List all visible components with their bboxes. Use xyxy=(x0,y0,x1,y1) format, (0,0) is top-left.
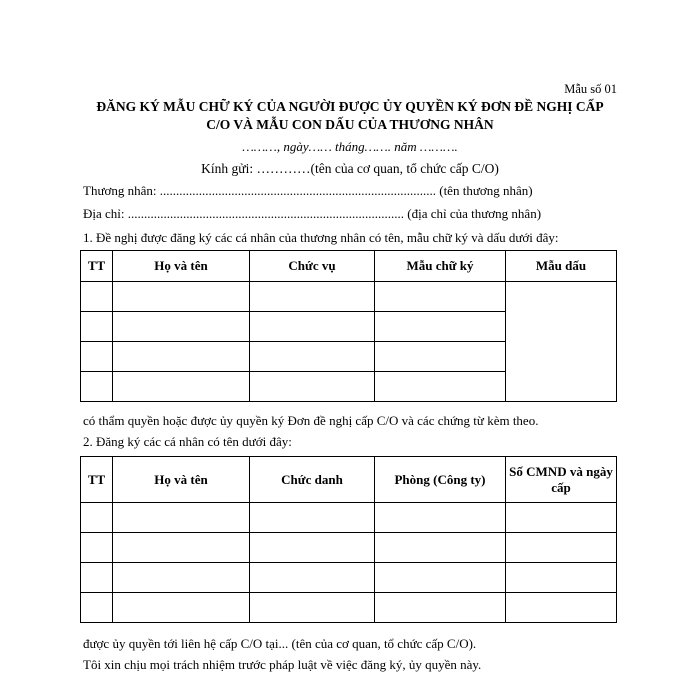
table-cell xyxy=(375,533,506,563)
table-cell xyxy=(250,372,375,402)
column-header: TT xyxy=(81,457,113,503)
table-cell xyxy=(81,372,113,402)
table-cell xyxy=(81,282,113,312)
document-title-line-1: ĐĂNG KÝ MẪU CHỮ KÝ CỦA NGƯỜI ĐƯỢC ỦY QUYỀN KÝ ĐƠN ĐỀ NGHỊ CẤP xyxy=(96,99,604,114)
table-cell xyxy=(113,563,250,593)
table-cell xyxy=(81,342,113,372)
table-cell xyxy=(250,593,375,623)
table-cell xyxy=(375,593,506,623)
table-cell xyxy=(250,533,375,563)
section-2-heading: 2. Đăng ký các cá nhân có tên dưới đây: xyxy=(83,434,292,449)
table-row xyxy=(81,563,617,593)
column-header: Phòng (Công ty) xyxy=(375,457,506,503)
column-header: Mẫu dấu xyxy=(506,251,617,282)
table-row xyxy=(81,282,617,312)
table-cell xyxy=(375,282,506,312)
table-row xyxy=(81,593,617,623)
table-cell xyxy=(81,593,113,623)
table-cell xyxy=(375,503,506,533)
table-cell xyxy=(113,342,250,372)
column-header: Số CMND và ngày cấp xyxy=(506,457,617,503)
merchant-field: Thương nhân: ..................................................................................... (tên thương nhân) xyxy=(83,183,533,198)
table-header-row xyxy=(81,457,617,503)
table-cell xyxy=(113,593,250,623)
table-cell xyxy=(81,503,113,533)
responsibility-statement: Tôi xin chịu mọi trách nhiệm trước pháp luật về việc đăng ký, ủy quyền này. xyxy=(83,657,482,672)
table-cell xyxy=(113,503,250,533)
table-cell xyxy=(375,563,506,593)
table-cell xyxy=(506,533,617,563)
table-row xyxy=(81,503,617,533)
signature-registration-table xyxy=(80,250,617,402)
table-cell xyxy=(113,533,250,563)
section-1-heading: 1. Đề nghị được đăng ký các cá nhân của thương nhân có tên, mẫu chữ ký và dấu dưới đây: xyxy=(83,230,559,245)
column-header: Mẫu chữ ký xyxy=(375,251,506,282)
table-cell xyxy=(81,563,113,593)
column-header: TT xyxy=(81,251,113,282)
section-2-note: được ủy quyền tới liên hệ cấp C/O tại... (tên của cơ quan, tổ chức cấp C/O). xyxy=(83,636,477,651)
recipient-line: Kính gửi: …………(tên của cơ quan, tổ chức cấp C/O) xyxy=(201,161,499,176)
table-row xyxy=(81,533,617,563)
column-header: Chức danh xyxy=(250,457,375,503)
table-cell xyxy=(81,533,113,563)
column-header: Chức vụ xyxy=(250,251,375,282)
table-cell xyxy=(113,312,250,342)
column-header: Họ và tên xyxy=(113,251,250,282)
table-cell xyxy=(375,312,506,342)
table-cell xyxy=(250,282,375,312)
address-field: Địa chỉ: ..................................................................................... (địa chỉ của thương nhân) xyxy=(83,206,542,221)
column-header: Họ và tên xyxy=(113,457,250,503)
document-title-line-2: C/O VÀ MẪU CON DẤU CỦA THƯƠNG NHÂN xyxy=(206,117,494,132)
table-cell xyxy=(506,503,617,533)
form-number: Mẫu số 01 xyxy=(564,82,617,96)
table-cell xyxy=(375,372,506,402)
table-cell xyxy=(250,312,375,342)
table-cell xyxy=(506,563,617,593)
table-cell xyxy=(250,563,375,593)
table-cell xyxy=(250,503,375,533)
table-cell xyxy=(113,372,250,402)
table-cell xyxy=(81,312,113,342)
table-cell xyxy=(250,342,375,372)
table-cell xyxy=(113,282,250,312)
date-line: ………, ngày…… tháng……. năm ………. xyxy=(242,139,458,154)
table-cell xyxy=(375,342,506,372)
table-header-row xyxy=(81,251,617,282)
authorized-persons-table xyxy=(80,456,617,623)
section-1-note: có thẩm quyền hoặc được ủy quyền ký Đơn đề nghị cấp C/O và các chứng từ kèm theo. xyxy=(83,413,539,428)
seal-sample-cell xyxy=(506,282,617,402)
table-cell xyxy=(506,593,617,623)
